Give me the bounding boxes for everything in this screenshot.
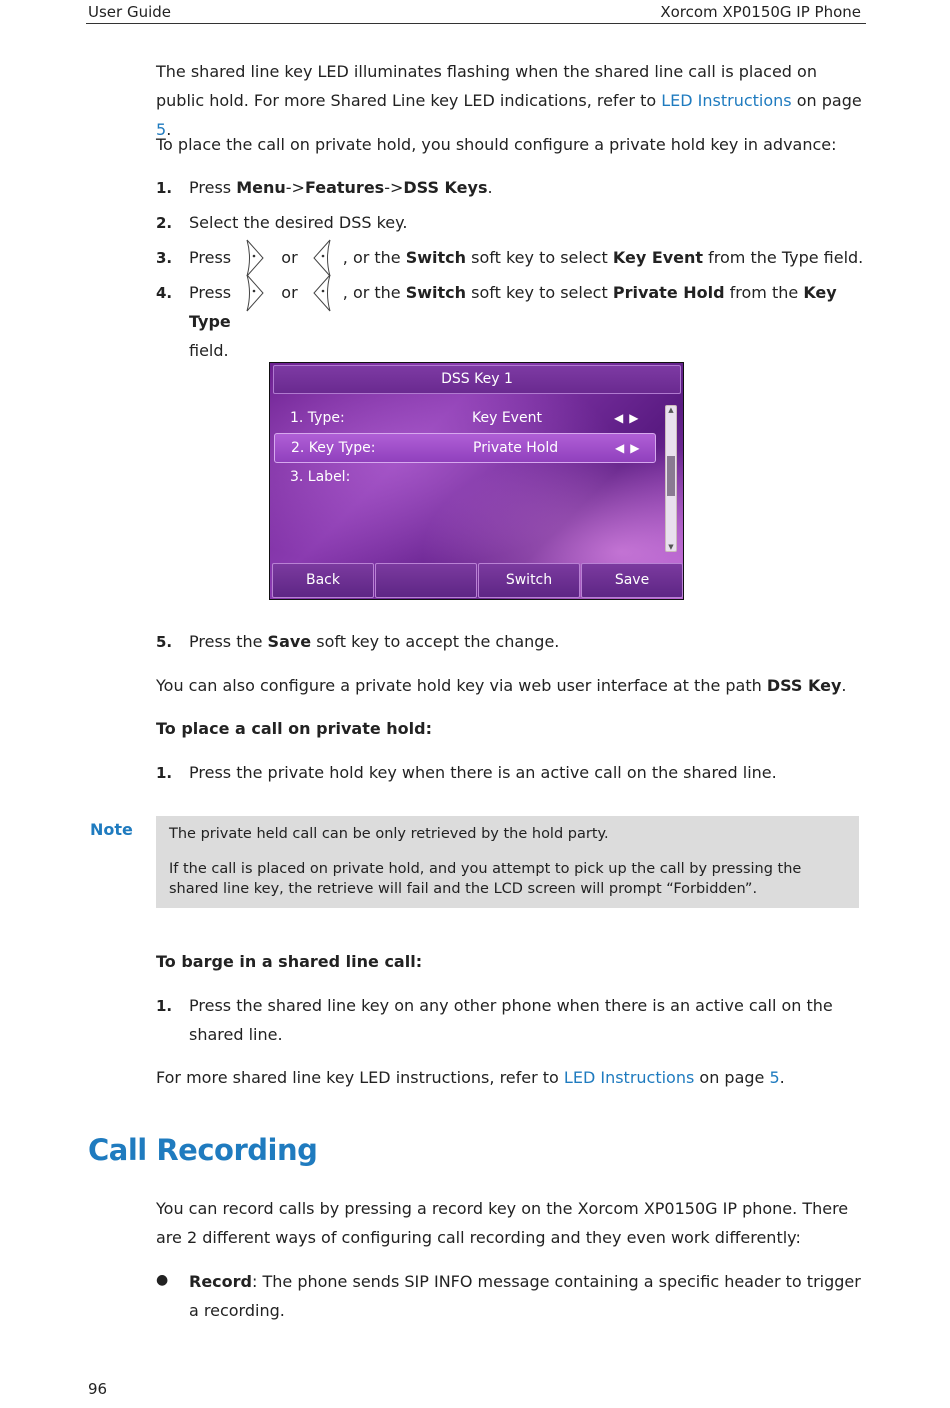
softkey-bar [272,563,682,597]
switch-softkey[interactable]: Switch [478,563,580,598]
back-softkey[interactable]: Back [272,563,374,598]
note-paragraph-1: The private held call can be only retrieved by the hold party. [169,826,609,842]
para4-pre: For more shared line key LED instructions, refer to [156,1068,564,1087]
step1-sep2: -> [384,178,404,197]
page-link[interactable]: 5 [156,120,167,139]
step5-end: soft key to accept the change. [311,632,560,651]
bullet-record-text: : The phone sends SIP INFO message containing a specific header to trigger a recording. [189,1272,861,1320]
step4-mid: soft key to select [466,283,613,302]
para3-dss-key: DSS Key [766,676,842,695]
step3-end: from the Type field. [703,248,864,267]
bullet-record [189,1267,869,1325]
step-number: 1. [156,764,173,782]
scroll-thumb[interactable] [667,456,675,496]
header-left: User Guide [88,3,172,21]
page-number: 96 [88,1380,108,1398]
left-right-arrows-icon[interactable]: ◀▶ [615,441,646,455]
step4-end: field. [189,341,229,360]
para1-text: The shared line key LED illuminates flashing when the shared line call is placed on public hold. For more Shared Line key LED indications, refer to [156,62,817,110]
led-instructions-link[interactable]: LED Instructions [563,1068,695,1087]
left-right-arrows-icon[interactable]: ◀▶ [614,411,645,425]
page-link[interactable]: 5 [769,1068,780,1087]
step-4 [189,278,869,365]
save-softkey[interactable]: Save [581,563,683,598]
lcd-row-label: 2. Key Type: [291,440,376,456]
lcd-screen [269,362,684,600]
step5-pre: Press the [189,632,268,651]
step-5 [189,627,869,656]
lcd-row-value: Key Event [472,410,542,426]
step3-key-event: Key Event [612,248,704,267]
step-private-hold: Press the private hold key when there is an active call on the shared line. [189,763,777,782]
nav-left-key-icon [311,274,333,312]
heading-private-hold: To place a call on private hold: [156,719,432,738]
step-2: Select the desired DSS key. [189,213,408,232]
lcd-row-label: 1. Type: [290,410,345,426]
step-number: 1. [156,997,173,1015]
step-number: 3. [156,249,173,267]
step3-press: Press [189,248,232,267]
step4-pre: , or the [342,283,406,302]
paragraph-web-ui [156,671,866,700]
step4-mid2: from the [724,283,804,302]
nav-right-key-icon [244,239,266,277]
lcd-title: DSS Key 1 [273,365,681,394]
nav-left-key-icon [311,239,333,277]
empty-softkey[interactable] [375,563,477,598]
step4-private-hold: Private Hold [612,283,725,302]
step-number: 4. [156,284,173,302]
step-3 [189,243,869,272]
lcd-row-label: 3. Label: [290,469,351,485]
para3-pre: You can also configure a private hold key via web user interface at the path [156,676,767,695]
step4-or: or [281,283,298,302]
bullet-record-term: Record [189,1272,252,1291]
step-1 [189,173,869,202]
step-number: 5. [156,633,173,651]
header-right: Xorcom XP0150G IP Phone [660,3,861,21]
step3-switch: Switch [405,248,467,267]
step-barge-in: Press the shared line key on any other phone when there is an active call on the shared line. [189,996,833,1044]
nav-right-key-icon [244,274,266,312]
step1-end: . [487,178,493,197]
header-rule [86,23,866,24]
step4-press: Press [189,283,232,302]
step1-sep1: -> [285,178,305,197]
lcd-row-key-type[interactable] [274,433,656,463]
paragraph-led-reference [156,1063,866,1092]
lcd-row-type[interactable] [274,404,654,432]
step3-mid: soft key to select [466,248,613,267]
scroll-down-icon[interactable]: ▼ [668,543,674,551]
paragraph-private-hold-intro: To place the call on private hold, you should configure a private hold key in advance: [156,135,837,154]
step1-pre: Press [189,178,237,197]
step3-pre: , or the [342,248,406,267]
para4-mid: on page [694,1068,770,1087]
lcd-row-label-field[interactable] [274,463,654,491]
step1-features: Features [304,178,385,197]
step-number: 2. [156,214,173,232]
para1-end: . [166,120,172,139]
scroll-up-icon[interactable]: ▲ [668,406,674,414]
para4-end: . [779,1068,785,1087]
step-number: 1. [156,179,173,197]
paragraph-call-recording: You can record calls by pressing a record key on the Xorcom XP0150G IP phone. There are 2 different ways of configuring call recording and they even work differently: [156,1199,849,1247]
para3-end: . [841,676,847,695]
step5-save: Save [267,632,312,651]
section-title: Call Recording [88,1133,318,1167]
heading-barge-in: To barge in a shared line call: [156,952,423,971]
step4-switch: Switch [405,283,467,302]
led-instructions-link[interactable]: LED Instructions [661,91,792,110]
note-paragraph-2: If the call is placed on private hold, and you attempt to pick up the call by pressing the shared line key, the retrieve will fail and the LCD screen will prompt “Forbidden”. [169,861,802,897]
lcd-row-value: Private Hold [473,440,559,456]
step1-menu: Menu [236,178,286,197]
para1-mid: on page [791,91,862,110]
bullet-icon: ● [156,1272,169,1288]
lcd-scrollbar[interactable] [665,405,677,552]
step4-key-type: Key Type [189,283,837,331]
step1-dss-keys: DSS Keys [403,178,488,197]
step3-or: or [281,248,298,267]
note-label: Note [90,820,133,839]
